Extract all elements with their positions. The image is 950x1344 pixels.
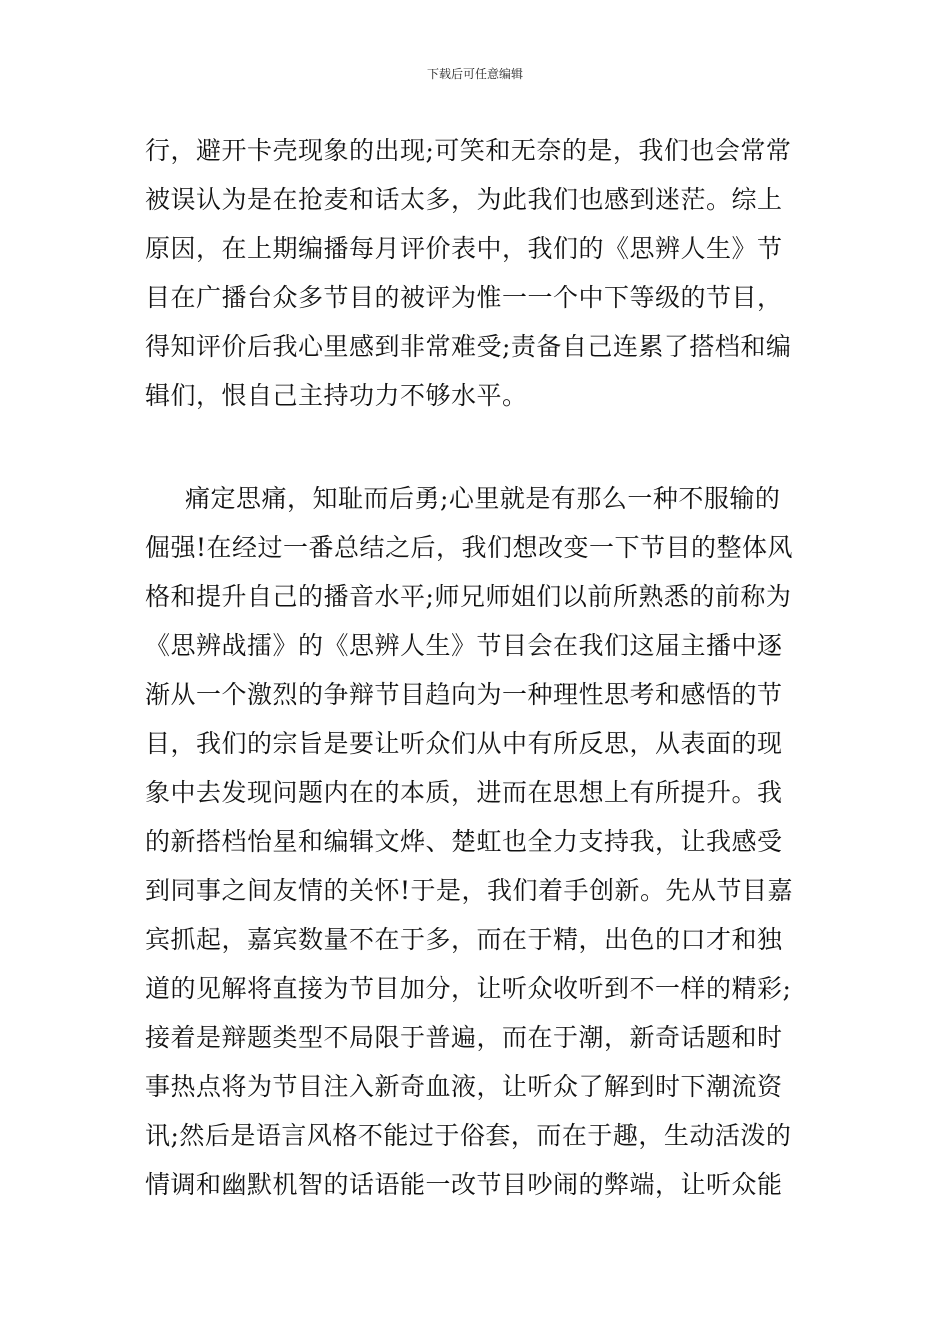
text-line: 辑们，恨自己主持功力不够水平。	[145, 381, 528, 410]
text-line: 情调和幽默机智的话语能一改节目吵闹的弊端，让听众能	[145, 1170, 783, 1199]
text-line: 事热点将为节目注入新奇血液，让听众了解到时下潮流资	[145, 1072, 783, 1101]
text-line: 接着是辩题类型不局限于普遍，而在于潮，新奇话题和时	[145, 1023, 783, 1052]
text-line: 讯;然后是语言风格不能过于俗套，而在于趣，生动活泼的	[145, 1121, 792, 1150]
text-line: 象中去发现问题内在的本质，进而在思想上有所提升。我	[145, 778, 783, 807]
text-line: 行，避开卡壳现象的出现;可笑和无奈的是，我们也会常常	[145, 136, 792, 165]
text-line: 《思辨战擂》的《思辨人生》节目会在我们这届主播中逐	[145, 631, 783, 660]
text-line: 原因，在上期编播每月评价表中，我们的《思辨人生》节	[145, 234, 783, 263]
text-line: 目，我们的宗旨是要让听众们从中有所反思，从表面的现	[145, 729, 783, 758]
paragraph-2	[145, 474, 805, 1209]
text-line: 得知评价后我心里感到非常难受;责备自己连累了搭档和编	[145, 332, 792, 361]
text-line: 宾抓起，嘉宾数量不在于多，而在于精，出色的口才和独	[145, 925, 783, 954]
text-line: 目在广播台众多节目的被评为惟一一个中下等级的节目，	[145, 283, 783, 312]
text-line: 渐从一个激烈的争辩节目趋向为一种理性思考和感悟的节	[145, 680, 783, 709]
text-line: 倔强!在经过一番总结之后，我们想改变一下节目的整体风	[145, 533, 794, 562]
text-line: 格和提升自己的播音水平;师兄师姐们以前所熟悉的前称为	[145, 582, 792, 611]
text-line: 痛定思痛，知耻而后勇;心里就是有那么一种不服输的	[185, 484, 781, 513]
page-header: 下载后可任意编辑	[426, 67, 523, 81]
text-line: 到同事之间友情的关怀!于是，我们着手创新。先从节目嘉	[145, 876, 794, 905]
text-line: 道的见解将直接为节目加分，让听众收听到不一样的精彩;	[145, 974, 792, 1003]
paragraph-1	[145, 126, 805, 420]
text-line: 的新搭档怡星和编辑文烨、楚虹也全力支持我，让我感受	[145, 827, 783, 856]
text-line: 被误认为是在抢麦和话太多，为此我们也感到迷茫。综上	[145, 185, 783, 214]
